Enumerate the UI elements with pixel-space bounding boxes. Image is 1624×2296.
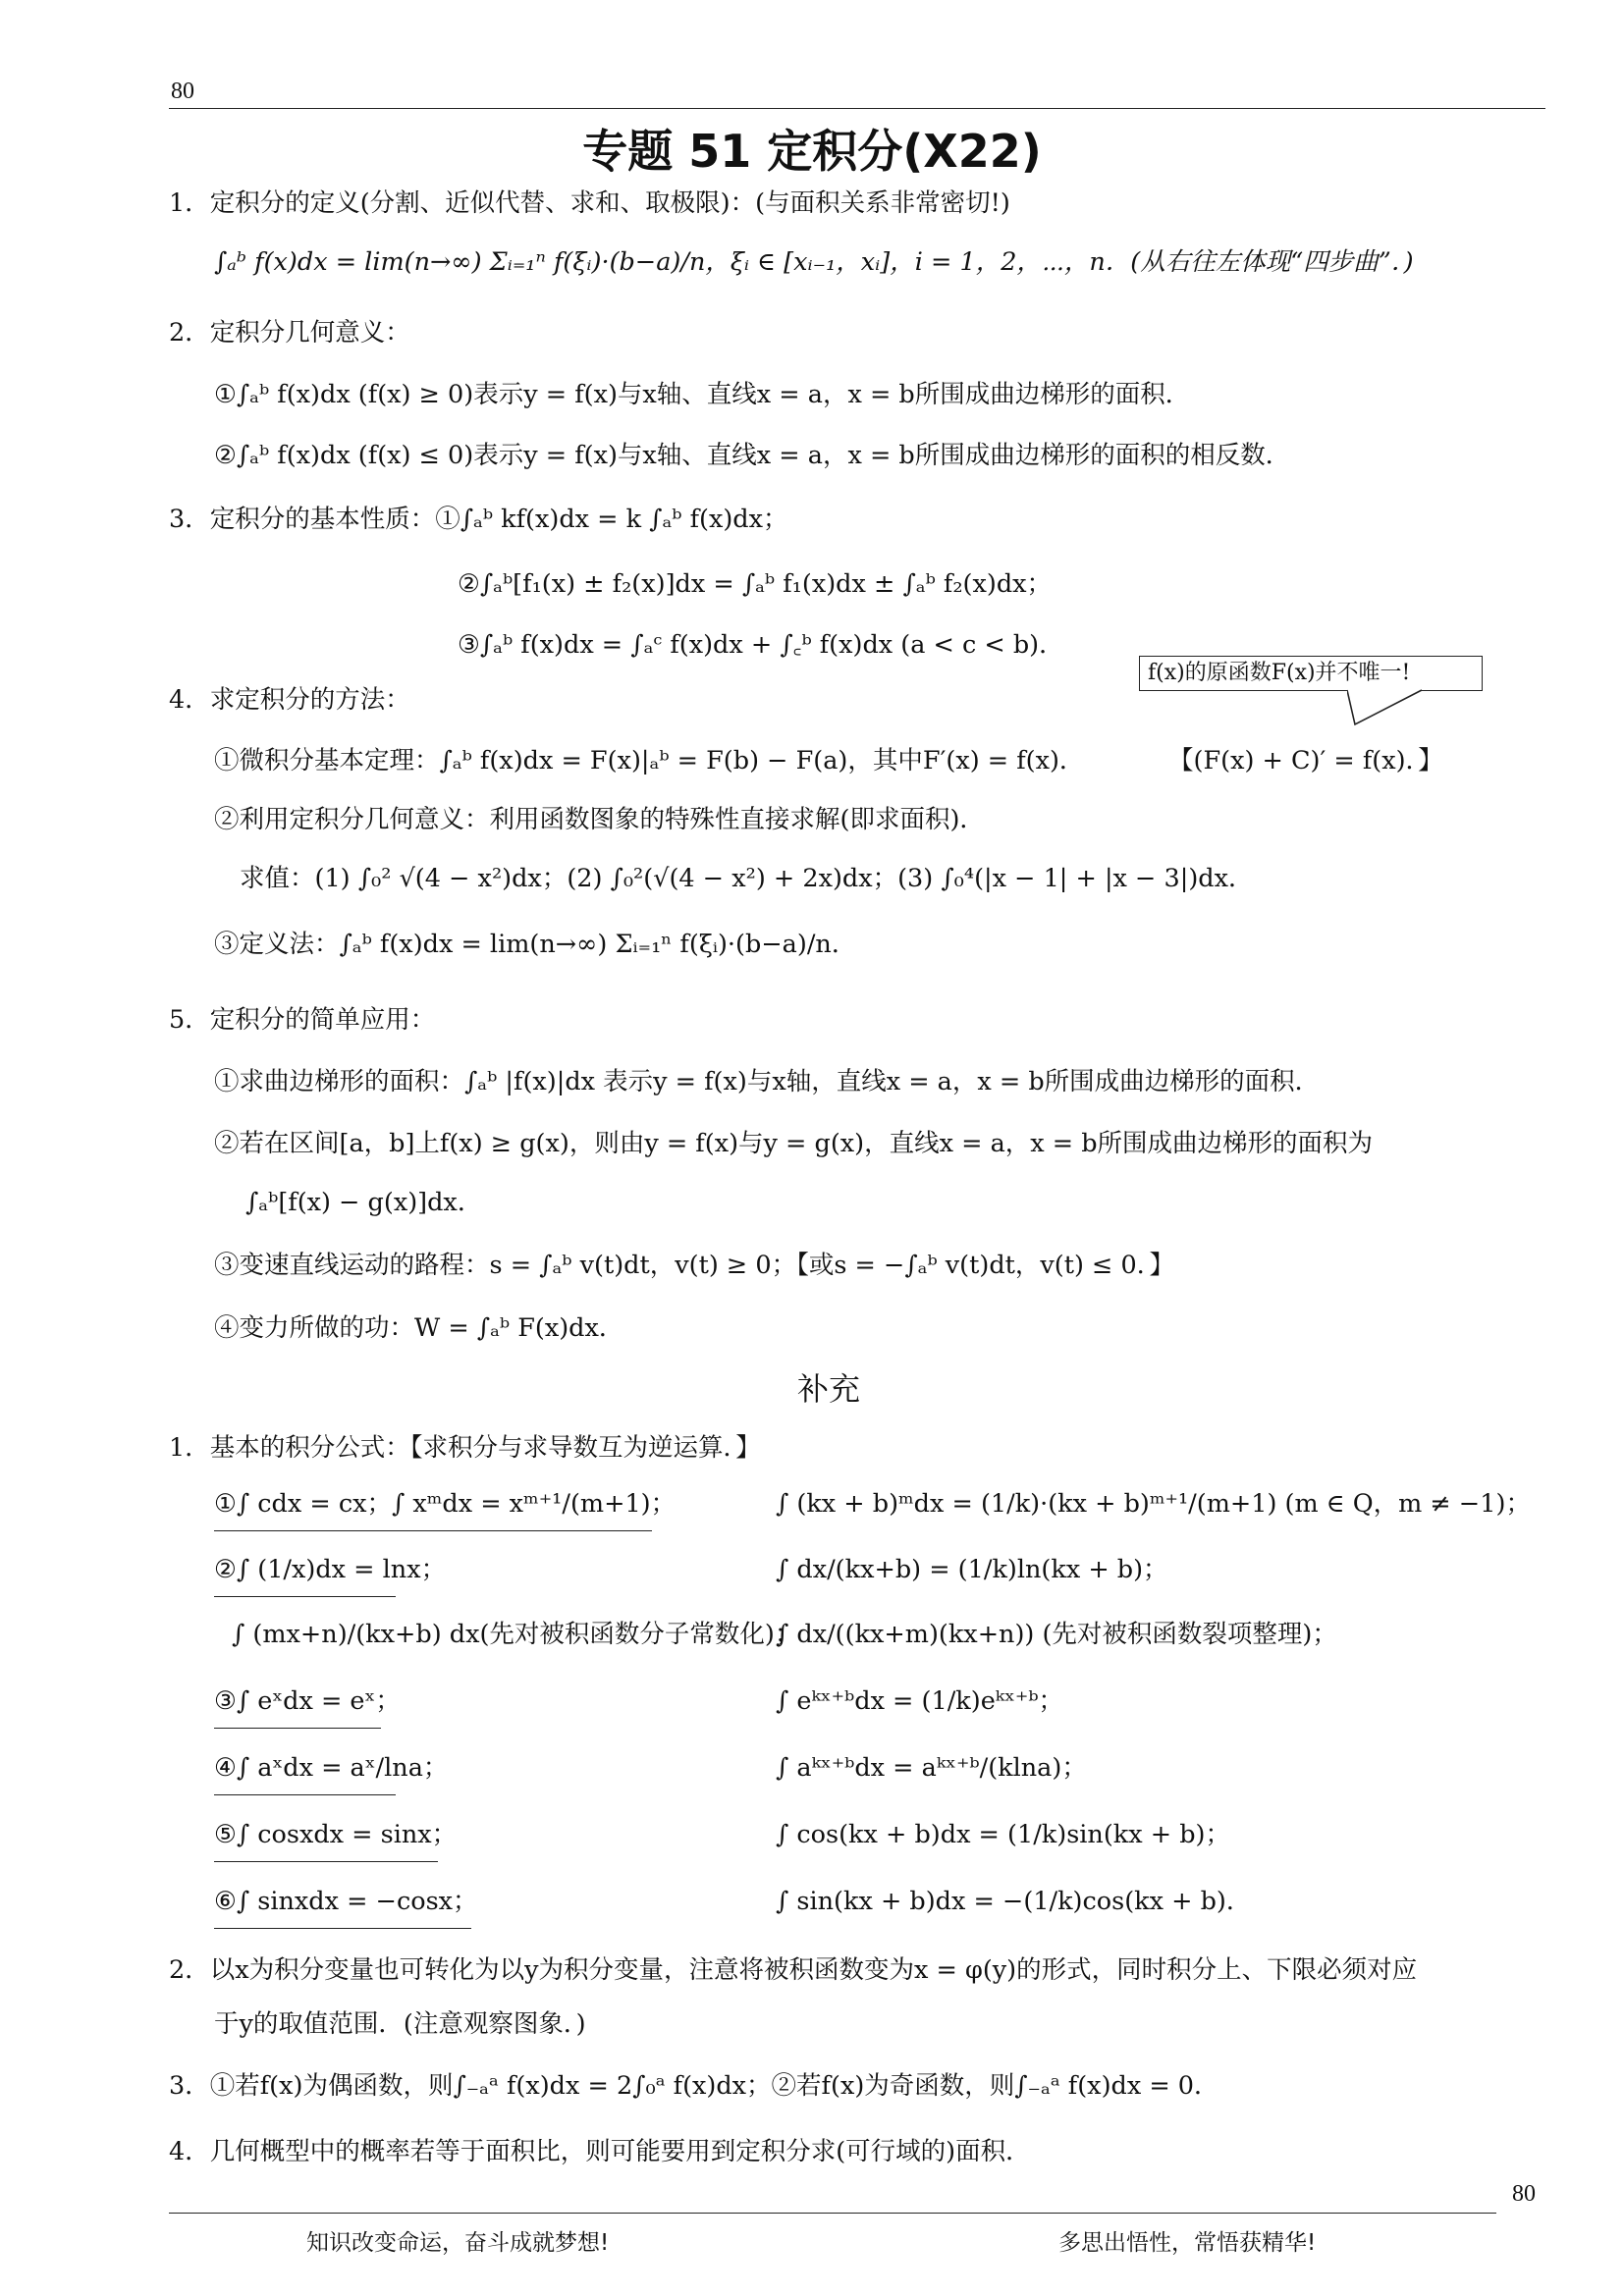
s5-line2: ②若在区间[a，b]上f(x) ≥ g(x)，则由y = f(x)与y = g(x)，直线x = a，x = b所围成曲边梯形的面积为 bbox=[214, 1129, 1374, 1158]
footer-right-motto: 多思出悟性，常悟获精华! bbox=[1058, 2230, 1317, 2256]
supp-p4: 4．几何概型中的概率若等于面积比，则可能要用到定积分求(可行域的)面积． bbox=[169, 2137, 1031, 2166]
s4-line4: ③定义法：∫ₐᵇ f(x)dx = lim(n→∞) Σᵢ₌₁ⁿ f(ξᵢ)·(b−a)/n． bbox=[214, 930, 857, 959]
s4-line1: ①微积分基本定理：∫ₐᵇ f(x)dx = F(x)|ₐᵇ = F(b) − F(a)，其中F′(x) = f(x)． bbox=[214, 746, 1085, 775]
s3-line3: ③∫ₐᵇ f(x)dx = ∫ₐᶜ f(x)dx + ∫꜀ᵇ f(x)dx (a < c < b)． bbox=[458, 630, 1064, 660]
s5-line3: ∫ₐᵇ[f(x) − g(x)]dx． bbox=[245, 1188, 483, 1217]
header-rule bbox=[169, 108, 1545, 109]
formula-left-2: ②∫ (1/x)dx = lnx； bbox=[214, 1553, 396, 1597]
formula-right-7: ∫ sin(kx + b)dx = −(1/k)cos(kx + b)． bbox=[776, 1887, 1252, 1916]
footer-rule bbox=[169, 2213, 1496, 2214]
formula-left-7: ⑥∫ sinxdx = −cosx； bbox=[214, 1885, 471, 1929]
s4-heading: 4．求定积分的方法： bbox=[169, 685, 410, 715]
supp-p3: 3．①若f(x)为偶函数，则∫₋ₐᵃ f(x)dx = 2∫₀ᵃ f(x)dx；②若f(x)为奇函数，则∫₋ₐᵃ f(x)dx = 0． bbox=[169, 2071, 1219, 2101]
callout-note: f(x)的原函数F(x)并不唯一! bbox=[1139, 656, 1483, 691]
formula-left-3: ∫ (mx+n)/(kx+b) dx(先对被积函数分子常数化)； bbox=[232, 1620, 800, 1649]
footer-left-motto: 知识改变命运，奋斗成就梦想! bbox=[306, 2230, 610, 2256]
formula-right-5: ∫ aᵏˣ⁺ᵇdx = aᵏˣ⁺ᵇ/(klna)； bbox=[776, 1753, 1087, 1783]
s5-line1: ①求曲边梯形的面积：∫ₐᵇ |f(x)|dx 表示y = f(x)与x轴，直线x = a，x = b所围成曲边梯形的面积． bbox=[214, 1067, 1321, 1096]
supplement-title: 补充 bbox=[797, 1370, 861, 1408]
callout-pointer bbox=[1347, 689, 1426, 728]
formula-left-6: ⑤∫ cosxdx = sinx； bbox=[214, 1818, 438, 1862]
formula-right-2: ∫ dx/(kx+b) = (1/k)ln(kx + b)； bbox=[776, 1555, 1168, 1584]
s3-line2: ②∫ₐᵇ[f₁(x) ± f₂(x)]dx = ∫ₐᵇ f₁(x)dx ± ∫ₐᵇ f₂(x)dx； bbox=[458, 569, 1053, 599]
header-page-number: 80 bbox=[171, 79, 194, 104]
supp-p2a: 2．以x为积分变量也可转化为以y为积分变量，注意将被积函数变为x = φ(y)的形式，同时积分上、下限必须对应 bbox=[169, 1955, 1418, 1985]
s5-heading: 5．定积分的简单应用： bbox=[169, 1005, 436, 1035]
s2-heading: 2．定积分几何意义： bbox=[169, 318, 410, 347]
page-title: 专题 51 定积分(X22) bbox=[582, 125, 1042, 178]
formula-right-1: ∫ (kx + b)ᵐdx = (1/k)·(kx + b)ᵐ⁺¹/(m+1) (m ∈ Q，m ≠ −1)； bbox=[776, 1489, 1531, 1519]
formula-left-4: ③∫ eˣdx = eˣ； bbox=[214, 1684, 381, 1729]
footer-page-number: 80 bbox=[1512, 2181, 1536, 2207]
supp-p2b: 于y的取值范围．(注意观察图象．) bbox=[214, 2009, 586, 2039]
formula-right-6: ∫ cos(kx + b)dx = (1/k)sin(kx + b)； bbox=[776, 1820, 1230, 1849]
s4-line2: ②利用定积分几何意义：利用函数图象的特殊性直接求解(即求面积)． bbox=[214, 805, 985, 834]
formula-left-5: ④∫ aˣdx = aˣ/lna； bbox=[214, 1751, 396, 1795]
s5-line5: ④变力所做的功：W = ∫ₐᵇ F(x)dx． bbox=[214, 1313, 624, 1343]
supp-p1: 1．基本的积分公式：【求积分与求导数互为逆运算．】 bbox=[169, 1433, 761, 1463]
s4-line1-note: 【(F(x) + C)′ = f(x)．】 bbox=[1168, 746, 1443, 775]
s2-line1: ①∫ₐᵇ f(x)dx (f(x) ≥ 0)表示y = f(x)与x轴、直线x = a，x = b所围成曲边梯形的面积． bbox=[214, 380, 1191, 409]
formula-right-4: ∫ eᵏˣ⁺ᵇdx = (1/k)eᵏˣ⁺ᵇ； bbox=[776, 1686, 1064, 1716]
formula-right-3: ∫ dx/((kx+m)(kx+n)) (先对被积函数裂项整理)； bbox=[776, 1620, 1337, 1649]
s5-line4: ③变速直线运动的路程：s = ∫ₐᵇ v(t)dt，v(t) ≥ 0；【或s = −∫ₐᵇ v(t)dt，v(t) ≤ 0．】 bbox=[214, 1251, 1174, 1280]
s3-heading: 3．定积分的基本性质：①∫ₐᵇ kf(x)dx = k ∫ₐᵇ f(x)dx； bbox=[169, 505, 788, 534]
s4-line3: 求值：(1) ∫₀² √(4 − x²)dx；(2) ∫₀²(√(4 − x²) + 2x)dx；(3) ∫₀⁴(|x − 1| + |x − 3|)dx． bbox=[240, 864, 1254, 893]
s2-line2: ②∫ₐᵇ f(x)dx (f(x) ≤ 0)表示y = f(x)与x轴、直线x = a，x = b所围成曲边梯形的面积的相反数． bbox=[214, 441, 1291, 470]
s1-formula: ∫ₐᵇ f(x)dx = lim(n→∞) Σᵢ₌₁ⁿ f(ξᵢ)·(b−a)/n，ξᵢ ∈ [xᵢ₋₁，xᵢ]，i = 1，2，⋯，n．(从右往左体现“四步曲”．) bbox=[214, 247, 1414, 277]
s1-heading: 1．定积分的定义(分割、近似代替、求和、取极限)：(与面积关系非常密切!) bbox=[169, 188, 1010, 218]
formula-left-1: ①∫ cdx = cx；∫ xᵐdx = xᵐ⁺¹/(m+1)； bbox=[214, 1487, 652, 1531]
